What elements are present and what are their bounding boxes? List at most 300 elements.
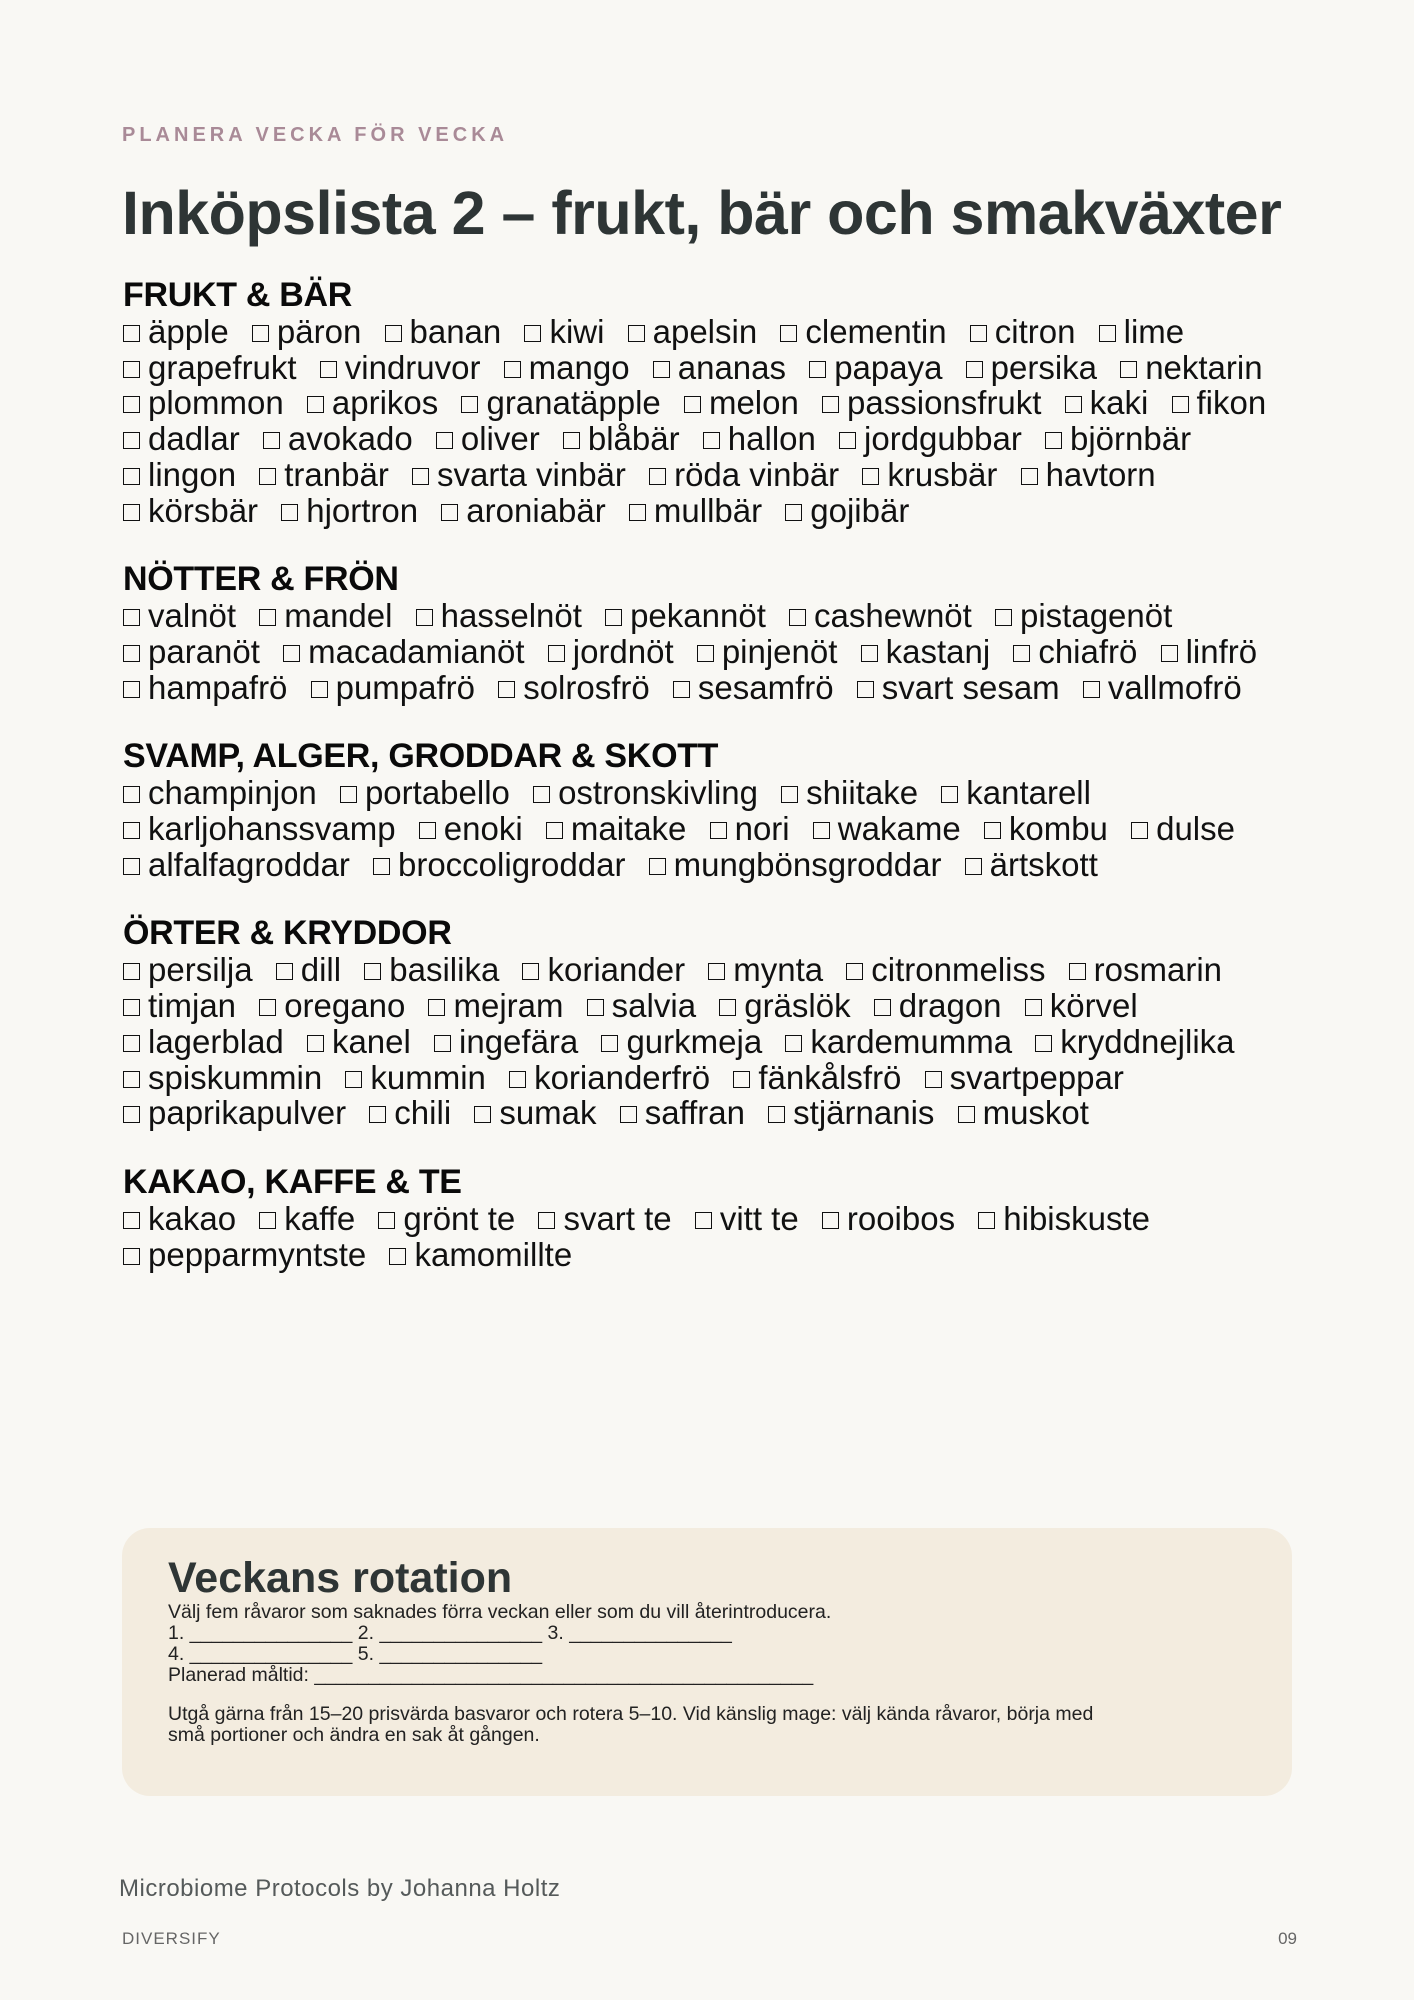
checkbox-icon[interactable] [504,361,521,378]
checklist-item[interactable] [695,1200,799,1237]
checklist-item[interactable] [1083,669,1242,706]
checklist-item[interactable] [428,987,563,1024]
checkbox-icon[interactable] [781,786,798,803]
checklist-item[interactable] [123,810,396,847]
checkbox-icon[interactable] [710,822,727,839]
checkbox-icon[interactable] [1035,1035,1052,1052]
checkbox-icon[interactable] [378,1212,395,1229]
checkbox-icon[interactable] [649,468,666,485]
checklist-item-label: kummin [370,1058,486,1096]
checklist-item-label: kaki [1089,384,1149,422]
checkbox-icon[interactable] [1161,645,1178,662]
checklist-item[interactable] [1065,384,1149,421]
section-heading: ÖRTER & KRYDDOR [123,914,452,953]
checkbox-icon[interactable] [123,396,140,413]
checkbox-icon[interactable] [995,609,1012,626]
checklist-item-label: blåbär [587,420,680,458]
checklist-item-label: körsbär [148,491,259,529]
checkbox-icon[interactable] [703,432,720,449]
checklist-item-label: fikon [1196,384,1267,422]
checklist-item-label: portabello [364,774,510,812]
checklist-item[interactable] [822,1200,955,1237]
checkbox-icon[interactable] [1065,396,1082,413]
checkbox-icon[interactable] [123,504,140,521]
checkbox-icon[interactable] [311,681,328,698]
checklist-item[interactable] [941,774,1091,811]
checkbox-icon[interactable] [123,822,140,839]
checkbox-icon[interactable] [1013,645,1030,662]
checklist-item[interactable] [780,313,946,350]
checklist-item-label: lagerblad [148,1022,284,1060]
checklist-item-label: kastanj [885,632,991,670]
checklist-item[interactable] [441,492,605,529]
checkbox-icon[interactable] [259,468,276,485]
checklist-item[interactable] [958,1094,1089,1131]
checklist-item[interactable] [785,492,909,529]
section-heading: SVAMP, ALGER, GRODDAR & SKOTT [123,737,719,776]
checkbox-icon[interactable] [373,858,390,875]
checklist-item[interactable] [629,492,762,529]
checklist-item[interactable] [984,810,1108,847]
checklist-item[interactable] [697,633,838,670]
checklist-item[interactable] [1131,810,1235,847]
checklist-item[interactable] [412,456,626,493]
checklist-item-label: kombu [1008,810,1108,848]
checklist-item[interactable] [123,1059,322,1096]
checklist-item-label: körvel [1049,987,1138,1025]
checkbox-icon[interactable] [419,822,436,839]
checkbox-icon[interactable] [587,999,604,1016]
checklist-item[interactable] [605,597,766,634]
list-section [123,1163,1293,1272]
checkbox-icon[interactable] [385,325,402,342]
checklist-item[interactable] [252,313,361,350]
checkbox-icon[interactable] [697,645,714,662]
checklist-item[interactable] [1069,951,1222,988]
section-heading: KAKAO, KAFFE & TE [123,1162,462,1201]
checklist-item[interactable] [419,810,523,847]
checklist-item[interactable] [925,1059,1124,1096]
checklist-item-label: valnöt [148,597,237,635]
checklist-item[interactable] [389,1236,572,1273]
checkbox-icon[interactable] [958,1106,975,1123]
checkbox-icon[interactable] [768,1106,785,1123]
checkbox-icon[interactable] [620,1106,637,1123]
checklist-item-label: mandel [284,597,393,635]
checkbox-icon[interactable] [846,963,863,980]
checkbox-icon[interactable] [601,1035,618,1052]
checklist-item-label: spiskummin [148,1058,323,1096]
checklist-item-label: maitake [570,810,687,848]
checklist-item[interactable] [123,1236,366,1273]
checklist-item[interactable] [123,846,350,883]
checklist-item[interactable] [719,987,850,1024]
checklist-item[interactable] [276,951,341,988]
checkbox-icon[interactable] [653,361,670,378]
checklist-item[interactable] [123,774,317,811]
checklist-item[interactable] [995,597,1172,634]
checklist-item-label: apelsin [652,313,758,350]
checkbox-icon[interactable] [605,609,622,626]
checklist-item-label: fänkålsfrö [758,1058,902,1096]
checkbox-icon[interactable] [839,432,856,449]
checklist-item-label: solrosfrö [523,668,650,706]
checkbox-icon[interactable] [785,504,802,521]
rotation-title: Veckans rotation [168,1554,513,1602]
checklist-item[interactable] [708,951,823,988]
checklist-item[interactable] [649,846,942,883]
checklist-item[interactable] [813,810,961,847]
checklist-item[interactable] [1013,633,1137,670]
checklist-item[interactable] [123,597,236,634]
checklist-item[interactable] [373,846,625,883]
checkbox-icon[interactable] [1172,396,1189,413]
checklist-item-label: havtorn [1045,455,1156,493]
checkbox-icon[interactable] [428,999,445,1016]
checklist-item[interactable] [259,456,389,493]
checkbox-icon[interactable] [1069,963,1086,980]
checkbox-icon[interactable] [340,786,357,803]
checkbox-icon[interactable] [629,504,646,521]
checklist-item[interactable] [123,951,253,988]
checkbox-icon[interactable] [416,609,433,626]
checkbox-icon[interactable] [123,1212,140,1229]
checklist-item-label: pinjenöt [721,632,838,670]
checkbox-icon[interactable] [965,858,982,875]
checklist-item-label: ostronskivling [558,774,758,812]
checkbox-icon[interactable] [389,1248,406,1265]
checklist-item-label: grapefrukt [148,348,297,386]
checklist-item[interactable] [123,384,284,421]
checkbox-icon[interactable] [684,396,701,413]
checkbox-icon[interactable] [283,645,300,662]
page-number: 09 [1278,1929,1297,1948]
checklist-item[interactable] [123,633,260,670]
checkbox-icon[interactable] [252,325,269,342]
checklist-item[interactable] [533,774,758,811]
checkbox-icon[interactable] [925,1071,942,1088]
checklist-item[interactable] [1021,456,1156,493]
footer-section-label: DIVERSIFY [122,1929,221,1948]
checklist-item-label: sumak [499,1094,597,1132]
rotation-slots-1: 1. _______________ 2. _______________ 3. _______________ [168,1622,732,1644]
checklist-item[interactable] [538,1200,671,1237]
checkbox-icon[interactable] [412,468,429,485]
checklist-item[interactable] [434,1023,578,1060]
checkbox-icon[interactable] [708,963,725,980]
checklist-item[interactable] [862,456,997,493]
checklist-item-label: champinjon [148,774,317,812]
checklist-item[interactable] [809,349,942,386]
checklist-item-label: äpple [148,313,229,350]
checkbox-icon[interactable] [369,1106,386,1123]
checklist-item-label: svart sesam [881,668,1060,706]
checklist-item[interactable] [789,597,972,634]
checklist-item[interactable] [123,456,236,493]
checklist-item[interactable] [123,313,229,350]
checkbox-icon[interactable] [345,1071,362,1088]
checkbox-icon[interactable] [984,822,1001,839]
checkbox-icon[interactable] [436,432,453,449]
checkbox-icon[interactable] [123,325,140,342]
checklist-item[interactable] [259,987,405,1024]
checklist-item-label: jordgubbar [864,420,1022,458]
checkbox-icon[interactable] [533,786,550,803]
checkbox-icon[interactable] [123,858,140,875]
checkbox-icon[interactable] [123,1106,140,1123]
checkbox-icon[interactable] [1025,999,1042,1016]
checklist-item[interactable] [307,1023,411,1060]
checkbox-icon[interactable] [785,1035,802,1052]
checklist-item-label: björnbär [1069,420,1192,458]
checkbox-icon[interactable] [524,325,541,342]
checklist-item[interactable] [369,1094,451,1131]
checklist-item-label: gojibär [810,491,910,529]
checkbox-icon[interactable] [259,999,276,1016]
checkbox-icon[interactable] [263,432,280,449]
checklist-item-label: pistagenöt [1019,597,1173,635]
checklist-item-label: passionsfrukt [847,384,1042,422]
checkbox-icon[interactable] [563,432,580,449]
checkbox-icon[interactable] [861,645,878,662]
checkbox-icon[interactable] [259,609,276,626]
checklist-item[interactable] [320,349,481,386]
checkbox-icon[interactable] [123,1035,140,1052]
checklist-item[interactable] [524,313,604,350]
checkbox-icon[interactable] [434,1035,451,1052]
checklist-items [123,952,1293,1131]
checkbox-icon[interactable] [862,468,879,485]
checkbox-icon[interactable] [978,1212,995,1229]
checkbox-icon[interactable] [649,858,666,875]
checklist-item[interactable] [123,1200,236,1237]
checklist-item[interactable] [378,1200,515,1237]
checkbox-icon[interactable] [123,609,140,626]
checklist-item[interactable] [978,1200,1150,1237]
checklist-item-label: ananas [677,348,787,386]
checkbox-icon[interactable] [364,963,381,980]
checklist-item[interactable] [587,987,696,1024]
checklist-item-label: pumpafrö [335,668,476,706]
checklist-item[interactable] [345,1059,486,1096]
checklist-item-label: kanel [331,1022,411,1060]
checklist-item-label: kantarell [966,774,1091,812]
checklist-item[interactable] [123,420,240,457]
checkbox-icon[interactable] [123,361,140,378]
list-section [123,914,1293,1131]
checklist-item-label: banan [409,313,502,350]
checklist-item[interactable] [548,633,674,670]
checkbox-icon[interactable] [1099,325,1116,342]
checklist-item-label: jordnöt [572,632,674,670]
checkbox-icon[interactable] [719,999,736,1016]
checklist-item[interactable] [259,1200,355,1237]
checklist-item[interactable] [710,810,790,847]
checkbox-icon[interactable] [123,681,140,698]
checkbox-icon[interactable] [546,822,563,839]
checkbox-icon[interactable] [259,1212,276,1229]
checkbox-icon[interactable] [538,1212,555,1229]
checklist-item-label: vitt te [719,1199,799,1237]
checklist-item[interactable] [839,420,1022,457]
checklist-item[interactable] [653,349,786,386]
checklist-item-label: röda vinbär [674,455,840,493]
checklist-item[interactable] [259,597,392,634]
checklist-item[interactable] [1161,633,1258,670]
checkbox-icon[interactable] [548,645,565,662]
checklist-item[interactable] [416,597,582,634]
checklist-item[interactable] [733,1059,901,1096]
checklist-item[interactable] [364,951,499,988]
checkbox-icon[interactable] [320,361,337,378]
checklist-item[interactable] [436,420,540,457]
checkbox-icon[interactable] [123,786,140,803]
checkbox-icon[interactable] [461,396,478,413]
checklist-item[interactable] [965,846,1098,883]
checkbox-icon[interactable] [276,963,293,980]
checklist-item[interactable] [546,810,687,847]
checkbox-icon[interactable] [123,999,140,1016]
checklist-item[interactable] [123,492,258,529]
checkbox-icon[interactable] [733,1071,750,1088]
checklist-item[interactable] [123,1094,346,1131]
checklist-item[interactable] [620,1094,745,1131]
checkbox-icon[interactable] [628,325,645,342]
checklist-item-label: kryddnejlika [1060,1022,1235,1060]
checkbox-icon[interactable] [123,1071,140,1088]
checklist-item[interactable] [703,420,816,457]
checklist-item[interactable] [1035,1023,1234,1060]
checklist-item-label: päron [276,313,362,350]
checklist-item[interactable] [504,349,630,386]
checklist-item-label: mungbönsgroddar [673,845,942,883]
checklist-item[interactable] [123,987,236,1024]
checklist-item[interactable] [1120,349,1262,386]
checklist-item[interactable] [781,774,918,811]
checklist-item[interactable] [498,669,650,706]
checklist-item-label: mejram [453,987,564,1025]
checklist-item[interactable] [649,456,839,493]
checklist-item[interactable] [673,669,834,706]
checkbox-icon[interactable] [966,361,983,378]
rotation-tip: Utgå gärna från 15–20 prisvärda basvaror och rotera 5–10. Vid känslig mage: välj kända råvaror, börja med [168,1703,1094,1725]
checklist-item[interactable] [970,313,1076,350]
checklist-item[interactable] [123,1023,284,1060]
checkbox-icon[interactable] [780,325,797,342]
checklist-item-label: nori [734,810,790,848]
checklist-item[interactable] [857,669,1060,706]
checklist-item[interactable] [822,384,1041,421]
checklist-item[interactable] [874,987,1002,1024]
checklist-item[interactable] [846,951,1045,988]
checklist-item[interactable] [522,951,685,988]
checklist-item[interactable] [283,633,524,670]
section-heading: NÖTTER & FRÖN [123,560,399,599]
checkbox-icon[interactable] [822,1212,839,1229]
checklist-item[interactable] [785,1023,1012,1060]
checklist-item-label: svart te [563,1199,672,1237]
checklist-item[interactable] [281,492,418,529]
checklist-item[interactable] [563,420,680,457]
checkbox-icon[interactable] [509,1071,526,1088]
checklist-item[interactable] [509,1059,710,1096]
checkbox-icon[interactable] [941,786,958,803]
checklist-item-label: chili [394,1094,452,1132]
checklist-item-label: muskot [982,1094,1089,1132]
checkbox-icon[interactable] [695,1212,712,1229]
checklist-item[interactable] [311,669,475,706]
checkbox-icon[interactable] [874,999,891,1016]
checkbox-icon[interactable] [123,432,140,449]
checkbox-icon[interactable] [281,504,298,521]
checkbox-icon[interactable] [498,681,515,698]
list-section [123,276,1293,528]
checkbox-icon[interactable] [809,361,826,378]
checkbox-icon[interactable] [822,396,839,413]
checklist-item-label: svarta vinbär [436,455,626,493]
checklist-item[interactable] [1099,313,1185,350]
checklist-item[interactable] [123,669,287,706]
checkbox-icon[interactable] [813,822,830,839]
checklist-item-label: korianderfrö [534,1058,711,1096]
checkbox-icon[interactable] [307,1035,324,1052]
checkbox-icon[interactable] [123,1248,140,1265]
checkbox-icon[interactable] [1083,681,1100,698]
checklist-item-label: alfalfagroddar [148,845,350,883]
checkbox-icon[interactable] [474,1106,491,1123]
checklist-item-label: stjärnanis [793,1094,935,1132]
checkbox-icon[interactable] [1120,361,1137,378]
rotation-tip-continued: små portioner och ändra en sak åt gången. [168,1724,540,1746]
checklist-item[interactable] [966,349,1097,386]
checkbox-icon[interactable] [1021,468,1038,485]
checkbox-icon[interactable] [789,609,806,626]
checklist-item[interactable] [861,633,991,670]
checklist-item-label: vindruvor [344,348,481,386]
checkbox-icon[interactable] [123,645,140,662]
checklist-item[interactable] [601,1023,762,1060]
checklist-item[interactable] [123,349,297,386]
checkbox-icon[interactable] [441,504,458,521]
list-section [123,560,1293,705]
checklist-item[interactable] [1172,384,1267,421]
checkbox-icon[interactable] [857,681,874,698]
checklist-item[interactable] [474,1094,596,1131]
checkbox-icon[interactable] [970,325,987,342]
checklist-item[interactable] [461,384,660,421]
checklist-item-label: aroniabär [466,491,606,529]
checkbox-icon[interactable] [1045,432,1062,449]
checklist-item[interactable] [263,420,413,457]
checklist-item[interactable] [684,384,799,421]
checkbox-icon[interactable] [522,963,539,980]
checklist-item[interactable] [385,313,502,350]
checkbox-icon[interactable] [673,681,690,698]
checkbox-icon[interactable] [307,396,324,413]
checklist-item[interactable] [768,1094,934,1131]
checkbox-icon[interactable] [1131,822,1148,839]
checklist-item-label: paranöt [148,632,260,670]
checkbox-icon[interactable] [123,963,140,980]
checklist-item[interactable] [628,313,758,350]
checklist-item[interactable] [307,384,438,421]
checklist-item[interactable] [1045,420,1191,457]
checklist-item[interactable] [1025,987,1138,1024]
checkbox-icon[interactable] [123,468,140,485]
checklist-item-label: pekannöt [630,597,766,635]
rotation-instruction: Välj fem råvaror som saknades förra veckan eller som du vill återintroducera. [168,1601,832,1623]
checklist-item[interactable] [340,774,510,811]
